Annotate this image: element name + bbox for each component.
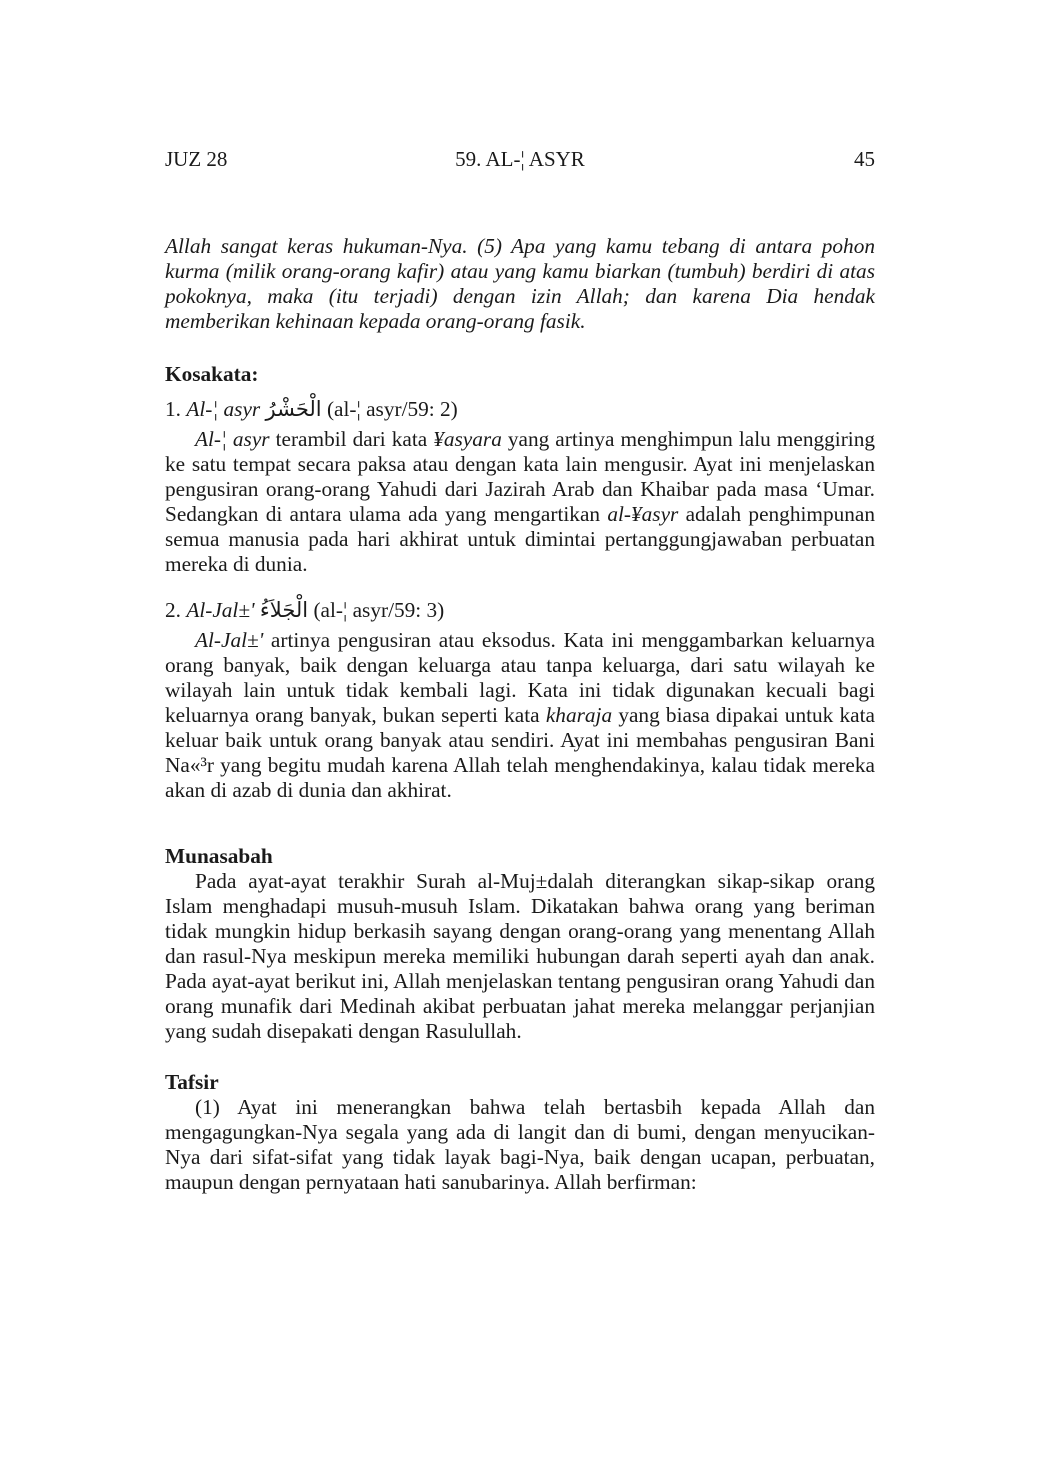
kosakata-item-2-title <box>165 595 875 625</box>
item-term: Al-Jal±' <box>186 598 255 622</box>
munasabah-heading: Munasabah <box>165 844 273 868</box>
compare-word: kharaja <box>545 703 613 727</box>
surah-title: 59. AL-¦ ASYR <box>455 147 585 171</box>
running-header <box>165 145 875 173</box>
item-term: Al-¦ asyr <box>186 397 261 421</box>
item-number: 1. <box>165 397 181 421</box>
kosakata-item-1-definition: Al-¦ asyr terambil dari kata ¥asyara yang artinya menghimpun lalu menggiring ke satu tempat secara paksa atau dengan kata lain mengusir. Ayat ini menjelaskan pengusiran orang-orang Yahudi dari Jazirah Arab dan Khaibar pada masa ‘Umar. Sedangkan di antara ulama ada yang mengartikan al-¥asyr adalah penghimpunan semua manusia pada hari akhirat untuk dimintai pertanggungjawaban perbuatan mereka di dunia. <box>165 427 875 576</box>
kosakata-heading: Kosakata: <box>165 362 259 386</box>
arabic-term: الْجَلاَءُ <box>259 598 309 622</box>
alt-term: al-¥asyr <box>607 502 679 526</box>
item-reference: (al-¦ asyr/59: 2) <box>326 397 458 421</box>
item-reference: (al-¦ asyr/59: 3) <box>313 598 445 622</box>
munasabah-section <box>165 844 875 1044</box>
tafsir-section <box>165 1070 875 1195</box>
kosakata-item-2-definition: Al-Jal±' artinya pengusiran atau eksodus. Kata ini menggambarkan keluarnya orang banyak, baik dengan keluarga atau tanpa keluarga, dari satu wilayah ke wilayah lain untuk tidak kembali lagi. Kata ini tidak digunakan kecuali bagi keluarnya orang banyak, bukan seperti kata kharaja yang biasa dipakai untuk kata keluar baik untuk orang banyak atau sendiri. Ayat ini membahas pengusiran Bani Na«³r yang begitu mudah karena Allah telah menghendakinya, kalau tidak mereka akan di azab di dunia dan akhirat. <box>165 628 875 802</box>
arabic-term: الْحَشْرُ <box>265 397 322 421</box>
item-number: 2. <box>165 598 181 622</box>
munasabah-text: Pada ayat-ayat terakhir Surah al-Muj±dalah diterangkan sikap-sikap orang Islam menghadapi musuh-musuh Islam. Dikatakan bahwa orang yang beriman tidak mungkin hidup berkasih sayang dengan orang-orang yang menentang Allah dan rasul-Nya meskipun mereka memiliki hubungan darah seperti ayah dan anak. Pada ayat-ayat berikut ini, Allah menjelaskan tentang pengusiran orang Yahudi dan orang munafik dari Medinah akibat perbuatan jahat mereka melanggar perjanjian yang sudah disepakati dengan Rasulullah. <box>165 869 875 1043</box>
tafsir-text: (1) Ayat ini menerangkan bahwa telah bertasbih kepada Allah dan mengagungkan-Nya segala yang ada di langit dan di bumi, dengan menyucikan-Nya dari sifat-sifat yang tidak layak bagi-Nya, baik dengan ucapan, perbuatan, maupun dengan pernyataan hati sanubarinya. Allah berfirman: <box>165 1095 875 1194</box>
lead-term: Al-Jal±' <box>195 628 264 652</box>
kosakata-section <box>165 362 875 803</box>
page-number: 45 <box>854 147 875 171</box>
verse-translation: Allah sangat keras hukuman-Nya. (5) Apa yang kamu tebang di antara pohon kurma (milik orang-orang kafir) atau yang kamu biarkan (tumbuh) berdiri di atas pokoknya, maka (itu terjadi) dengan izin Allah; dan karena Dia hendak memberikan kehinaan kepada orang-orang fasik. <box>165 234 875 333</box>
juz-label: JUZ 28 <box>165 147 228 171</box>
verse-translation-block <box>165 234 875 334</box>
root-word: ¥asyara <box>433 427 502 451</box>
tafsir-heading: Tafsir <box>165 1070 219 1094</box>
lead-term: Al-¦ asyr <box>195 427 270 451</box>
kosakata-item-1-title <box>165 394 875 424</box>
